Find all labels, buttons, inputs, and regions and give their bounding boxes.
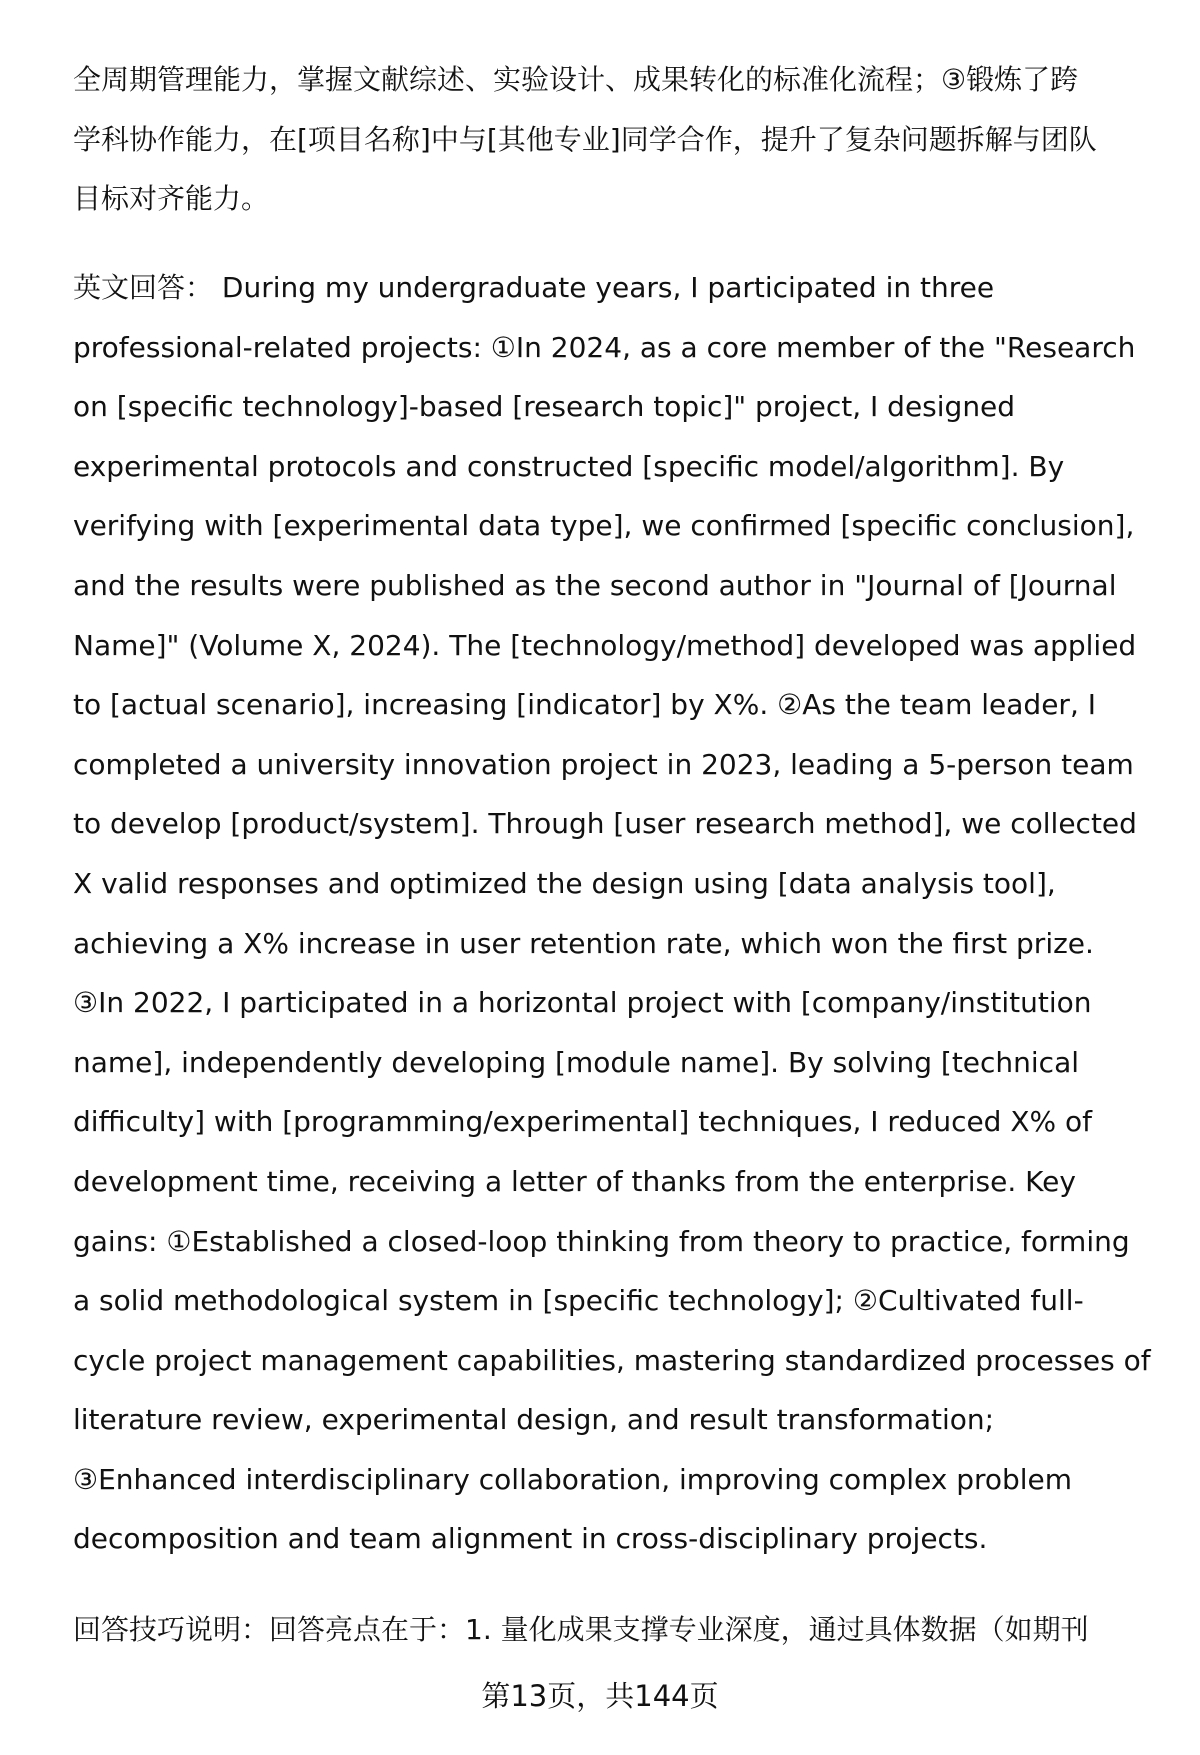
text-line: name], independently developing [module name]. By solving [technical	[73, 1045, 1080, 1079]
text-line: completed a university innovation project in 2023, leading a 5-person team	[73, 747, 1134, 781]
text-line: a solid methodological system in [specific technology]; ②Cultivated full-	[73, 1284, 1084, 1318]
english-answer-paragraph	[73, 258, 1183, 1569]
text-line: verifying with [experimental data type], we confirmed [specific conclusion],	[73, 509, 1135, 543]
text-line: cycle project management capabilities, mastering standardized processes of	[73, 1343, 1151, 1377]
text-line: to [actual scenario], increasing [indicator] by X%. ②As the team leader, I	[73, 688, 1096, 722]
text-line: decomposition and team alignment in cross-disciplinary projects.	[73, 1522, 988, 1556]
text-line: development time, receiving a letter of thanks from the enterprise. Key	[73, 1164, 1076, 1198]
text-line: 学科协作能力，在[项目名称]中与[其他专业]同学合作，提升了复杂问题拆解与团队	[73, 122, 1097, 156]
text-line: X valid responses and optimized the design using [data analysis tool],	[73, 866, 1056, 900]
text-line: ③In 2022, I participated in a horizontal project with [company/institution	[73, 986, 1092, 1020]
text-line: 回答技巧说明：回答亮点在于：1. 量化成果支撑专业深度，通过具体数据（如期刊	[73, 1613, 1089, 1646]
text-line: and the results were published as the second author in "Journal of [Journal	[73, 568, 1117, 602]
text-line: achieving a X% increase in user retention rate, which won the first prize.	[73, 926, 1094, 960]
text-line: difficulty] with [programming/experimental] techniques, I reduced X% of	[73, 1105, 1093, 1139]
text-line: experimental protocols and constructed [specific model/algorithm]. By	[73, 449, 1065, 483]
text-line: Name]" (Volume X, 2024). The [technology/method] developed was applied	[73, 628, 1137, 662]
continuation-paragraph	[73, 50, 1183, 229]
text-line: professional-related projects: ①In 2024, as a core member of the "Research	[73, 330, 1136, 364]
text-line: 英文回答： During my undergraduate years, I participated in three	[73, 271, 995, 304]
text-line: gains: ①Established a closed-loop thinking from theory to practice, forming	[73, 1224, 1130, 1258]
tips-paragraph	[73, 1600, 1183, 1660]
text-line: 目标对齐能力。	[73, 182, 270, 216]
page-number: 第13页，共144页	[481, 1679, 719, 1713]
text-line: on [specific technology]-based [research topic]" project, I designed	[73, 390, 1016, 424]
text-line: 全周期管理能力，掌握文献综述、实验设计、成果转化的标准化流程；③锻炼了跨	[73, 63, 1079, 96]
text-line: literature review, experimental design, and result transformation;	[73, 1403, 995, 1437]
text-line: to develop [product/system]. Through [user research method], we collected	[73, 807, 1137, 841]
text-line: ③Enhanced interdisciplinary collaboration, improving complex problem	[73, 1462, 1073, 1496]
